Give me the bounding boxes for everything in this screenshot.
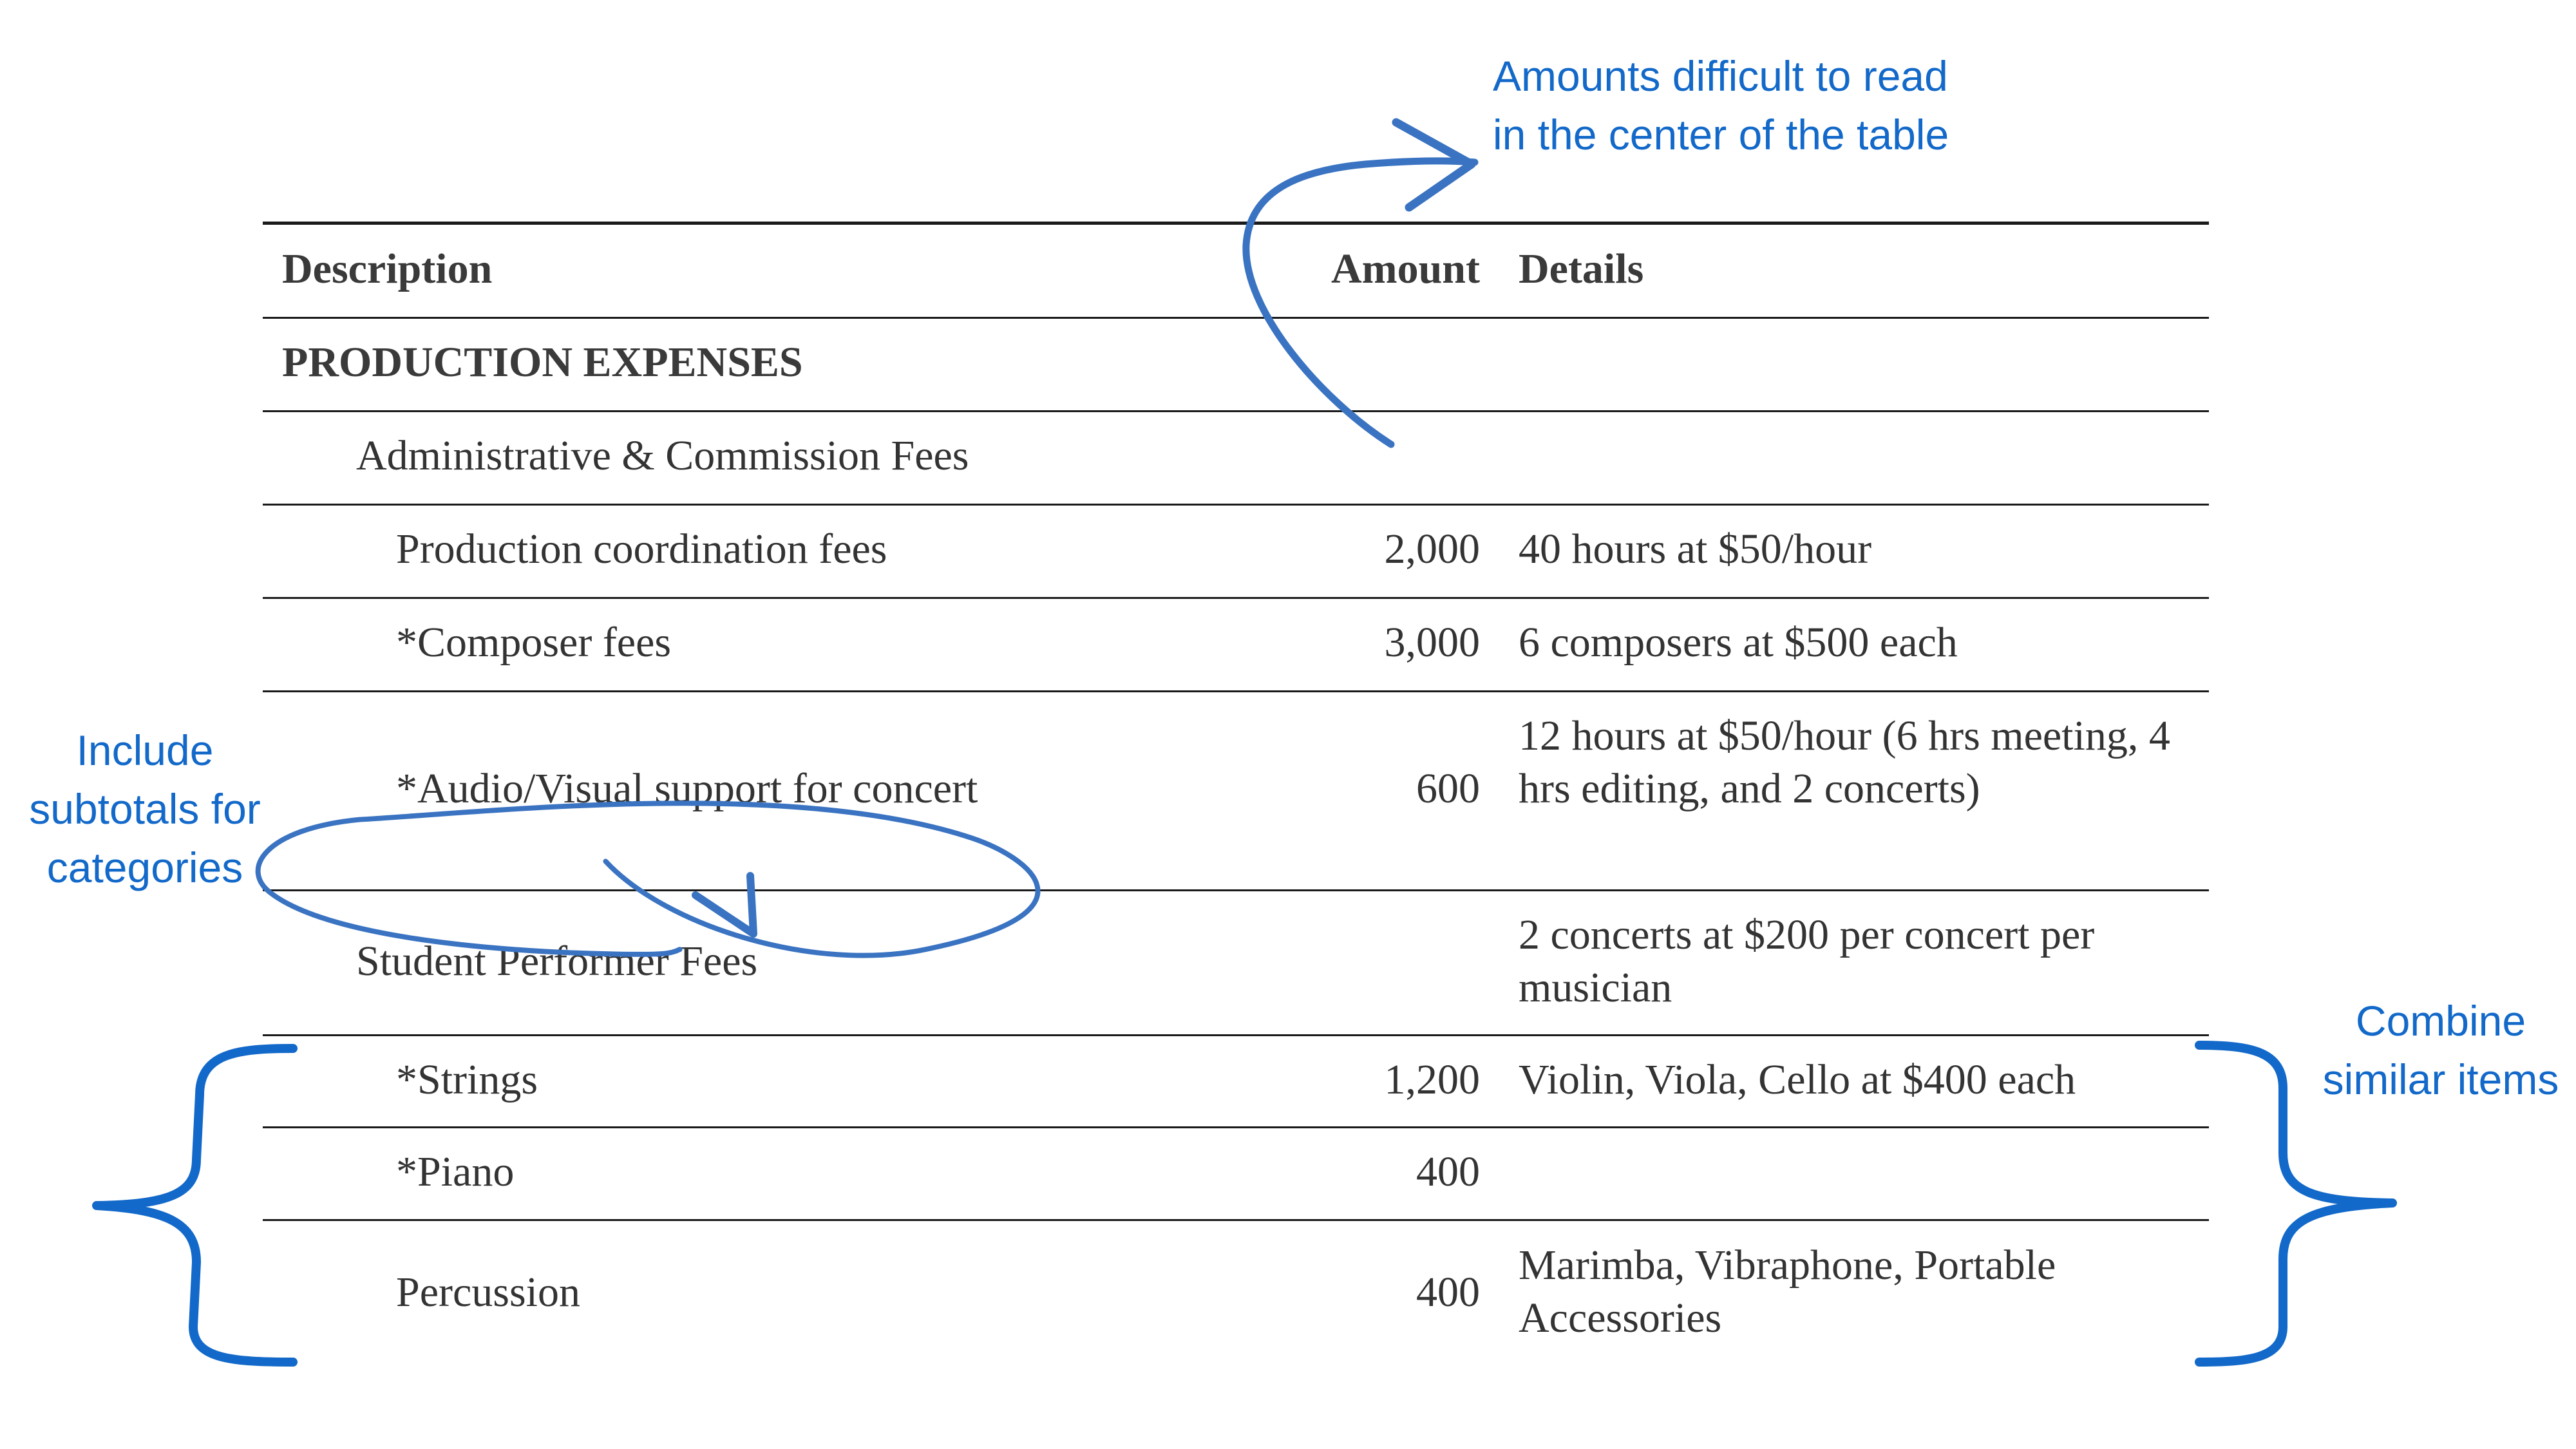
combine-note-line: similar items [2322, 1056, 2559, 1103]
section-title: PRODUCTION EXPENSES [282, 339, 803, 386]
row-description: Percussion [396, 1269, 580, 1316]
header-description: Description [282, 245, 493, 292]
row-description: Production coordination fees [396, 526, 887, 573]
table-row-rule [263, 504, 2209, 506]
row-details: 12 hours at $50/hour (6 hrs meeting, 4 hrs editing, and 2 concerts) [1519, 712, 2170, 812]
row-amount: 400 [1416, 1269, 1480, 1316]
subtotals-note [0, 721, 290, 897]
circle-annotation [258, 803, 1038, 955]
row-amount: 2,000 [1384, 526, 1480, 573]
combine-note-line: Combine [2355, 997, 2526, 1045]
row-amount: 3,000 [1384, 619, 1480, 666]
amounts-note [1493, 47, 1949, 164]
row-description: *Composer fees [396, 619, 672, 666]
row-details: 6 composers at $500 each [1519, 619, 1958, 666]
subtotals-note-line: subtotals for [29, 785, 261, 833]
table-row-rule [263, 1219, 2209, 1221]
row-details: Violin, Viola, Cello at $400 each [1519, 1056, 2076, 1103]
circle-arrow-head [696, 876, 753, 934]
amounts-note-line: in the center of the table [1493, 111, 1949, 158]
table-header-rule [263, 317, 2209, 319]
row-description: *Strings [396, 1056, 538, 1103]
category-student-details: 2 concerts at $200 per concert per musician [1519, 911, 2095, 1011]
row-amount: 1,200 [1384, 1056, 1480, 1103]
curved-arrow [1246, 161, 1475, 444]
row-details: 40 hours at $50/hour [1519, 526, 1872, 573]
category-student-label: Student Performer Fees [356, 938, 758, 985]
header-details: Details [1519, 245, 1644, 292]
row-amount: 600 [1416, 765, 1480, 812]
table-row-rule [263, 597, 2209, 599]
left-brace [97, 1048, 293, 1362]
row-details: Marimba, Vibraphone, Portable Accessories [1519, 1242, 2056, 1341]
table-row-rule [263, 1034, 2209, 1036]
amounts-note-line: Amounts difficult to read [1493, 52, 1948, 100]
table-row-rule [263, 690, 2209, 692]
combine-note [2306, 992, 2576, 1109]
row-description: *Piano [396, 1148, 515, 1195]
table-row-rule [263, 1126, 2209, 1128]
category-admin-label: Administrative & Commission Fees [356, 432, 969, 479]
table-top-rule [263, 222, 2209, 225]
subtotals-note-line: categories [46, 844, 243, 891]
header-amount: Amount [1331, 245, 1480, 292]
curved-arrow-head [1396, 122, 1472, 207]
table-row-rule [263, 410, 2209, 412]
row-amount: 400 [1416, 1148, 1480, 1195]
table-row-rule [263, 889, 2209, 891]
row-description: *Audio/Visual support for concert [396, 765, 978, 812]
subtotals-note-line: Include [76, 726, 214, 774]
